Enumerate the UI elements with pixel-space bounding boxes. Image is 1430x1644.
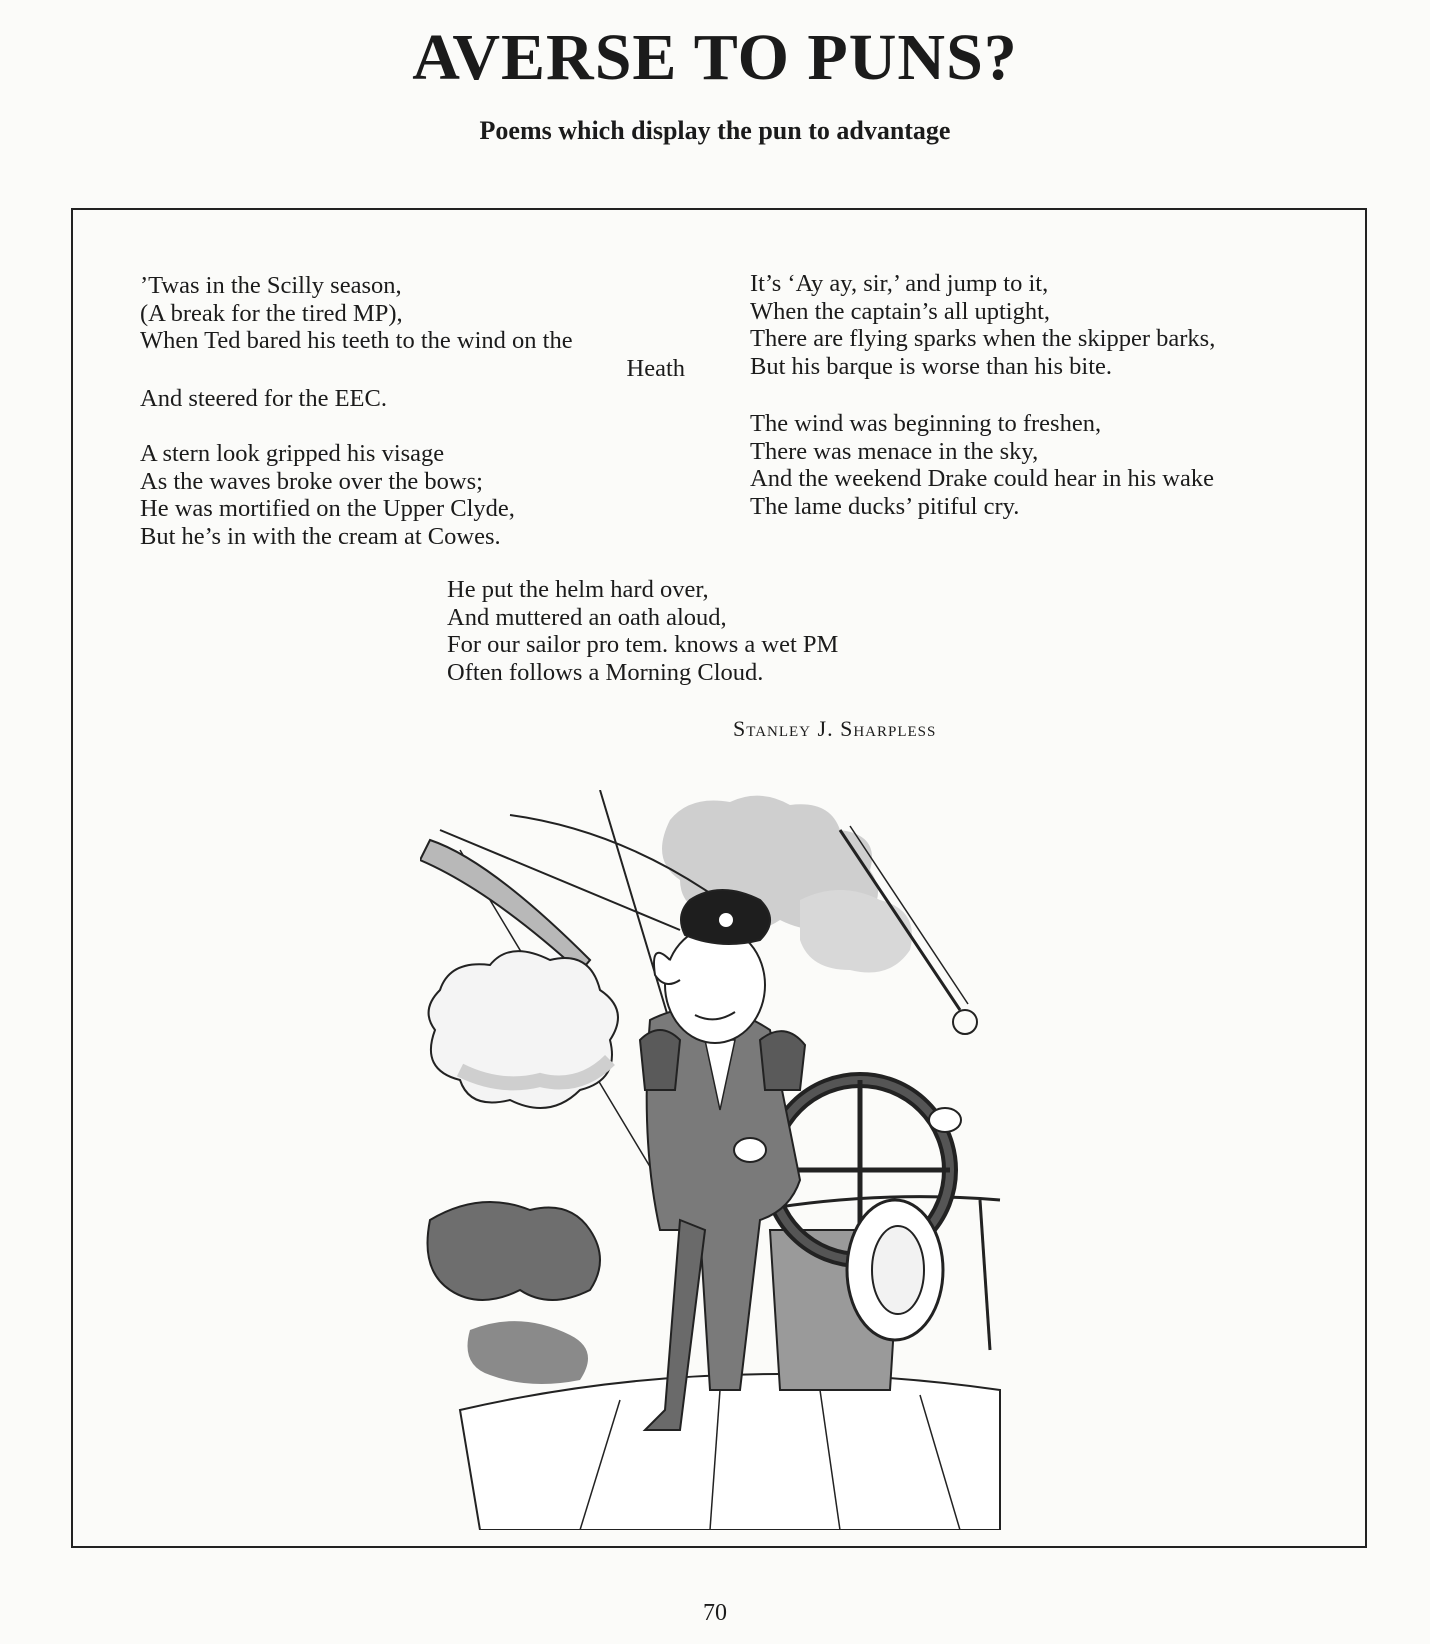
poem-line: When the captain’s all uptight, bbox=[750, 297, 1051, 325]
page-number: 70 bbox=[703, 1600, 727, 1626]
poem-line: But his barque is worse than his bite. bbox=[750, 352, 1113, 380]
poem-line: He put the helm hard over, bbox=[447, 576, 709, 603]
stanza-2 bbox=[140, 440, 515, 550]
stanza-3 bbox=[750, 270, 1215, 380]
poem-line: But he’s in with the cream at Cowes. bbox=[140, 522, 501, 550]
poem-line: He was mortified on the Upper Clyde, bbox=[140, 495, 515, 522]
poem-line: Often follows a Morning Cloud. bbox=[447, 658, 764, 686]
poem-line: Heath bbox=[626, 354, 685, 382]
poem-line: ’Twas in the Scilly season, bbox=[140, 272, 402, 299]
stanza-5 bbox=[447, 576, 838, 686]
poem-line: When Ted bared his teeth to the wind on the bbox=[140, 327, 573, 354]
poem-line: For our sailor pro tem. knows a wet PM bbox=[447, 631, 839, 658]
poem-line: As the waves broke over the bows; bbox=[140, 467, 483, 495]
poem-line: There was menace in the sky, bbox=[750, 437, 1039, 465]
captain-cartoon-illustration bbox=[420, 790, 1060, 1530]
author-name: Stanley J. Sharpless bbox=[733, 716, 937, 741]
poem-line: And steered for the EEC. bbox=[140, 385, 387, 412]
poem-line: (A break for the tired MP), bbox=[140, 299, 403, 327]
poem-line: And the weekend Drake could hear in his wake bbox=[750, 465, 1214, 492]
poem-line: A stern look gripped his visage bbox=[140, 440, 445, 467]
poem-line: It’s ‘Ay ay, sir,’ and jump to it, bbox=[750, 270, 1049, 297]
stanza-4 bbox=[750, 410, 1214, 520]
page-subtitle: Poems which display the pun to advantage bbox=[479, 116, 951, 145]
poem-line: There are flying sparks when the skipper barks, bbox=[750, 325, 1216, 352]
poem-line: And muttered an oath aloud, bbox=[447, 603, 727, 631]
page-title: AVERSE TO PUNS? bbox=[412, 21, 1018, 94]
poem-line: The wind was beginning to freshen, bbox=[750, 410, 1102, 437]
stanza-1 bbox=[140, 272, 685, 413]
poem-line: The lame ducks’ pitiful cry. bbox=[750, 492, 1020, 520]
